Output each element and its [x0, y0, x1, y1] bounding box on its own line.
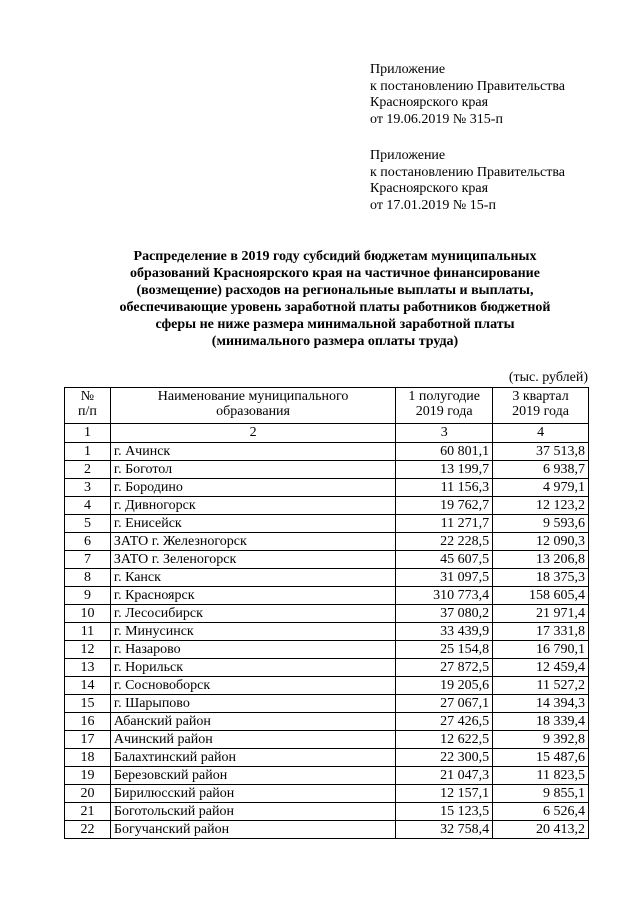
municipality-name-cell: г. Бородино: [110, 479, 395, 497]
row-number-cell: 21: [65, 803, 111, 821]
table-row: [65, 713, 589, 731]
third-quarter-amount-cell: 20 413,2: [493, 821, 589, 839]
third-quarter-amount-cell: 11 823,5: [493, 767, 589, 785]
table-header-row: [65, 388, 589, 424]
header-third-quarter: [493, 388, 589, 424]
appendix-1-line-2: к постановлению Правительства: [370, 78, 566, 94]
first-half-amount-cell: 11 156,3: [396, 479, 493, 497]
municipality-name-cell: г. Дивногорск: [110, 497, 395, 515]
title-line-5: сферы не ниже размера минимальной заработной платы: [155, 317, 515, 332]
column-number: 2: [110, 424, 395, 443]
header-name-line-1: Наименование муниципального: [157, 389, 349, 404]
header-num-line-1: №: [80, 389, 95, 404]
column-number: 3: [396, 424, 493, 443]
table-row: [65, 497, 589, 515]
table-body: [65, 443, 589, 839]
first-half-amount-cell: 19 762,7: [396, 497, 493, 515]
row-number-cell: 17: [65, 731, 111, 749]
appendix-1-line-3: Красноярского края: [370, 95, 489, 110]
third-quarter-amount-cell: 4 979,1: [493, 479, 589, 497]
table-row: [65, 821, 589, 839]
row-number-cell: 4: [65, 497, 111, 515]
first-half-amount-cell: 12 622,5: [396, 731, 493, 749]
appendix-1-line-4: от 19.06.2019 № 315-п: [370, 111, 503, 127]
row-number-cell: 16: [65, 713, 111, 731]
table-row: [65, 587, 589, 605]
municipality-name-cell: г. Сосновоборск: [110, 677, 395, 695]
header-third-quarter-line-2: 2019 года: [512, 404, 569, 419]
municipality-name-cell: г. Минусинск: [110, 623, 395, 641]
third-quarter-amount-cell: 6 526,4: [493, 803, 589, 821]
third-quarter-amount-cell: 6 938,7: [493, 461, 589, 479]
table-row: [65, 623, 589, 641]
third-quarter-amount-cell: 158 605,4: [493, 587, 589, 605]
row-number-cell: 8: [65, 569, 111, 587]
row-number-cell: 18: [65, 749, 111, 767]
municipality-name-cell: Бирилюсский район: [110, 785, 395, 803]
first-half-amount-cell: 37 080,2: [396, 605, 493, 623]
third-quarter-amount-cell: 12 090,3: [493, 533, 589, 551]
appendix-1-line-1: Приложение: [370, 62, 446, 77]
title-line-2: образований Красноярского края на частичное финансирование: [130, 266, 540, 281]
row-number-cell: 1: [65, 443, 111, 461]
row-number-cell: 20: [65, 785, 111, 803]
title-line-1: Распределение в 2019 году субсидий бюджетам муниципальных: [133, 249, 537, 264]
first-half-amount-cell: 22 228,5: [396, 533, 493, 551]
column-number-row: [65, 424, 589, 443]
first-half-amount-cell: 25 154,8: [396, 641, 493, 659]
row-number-cell: 12: [65, 641, 111, 659]
table-row: [65, 767, 589, 785]
municipality-name-cell: Абанский район: [110, 713, 395, 731]
third-quarter-amount-cell: 17 331,8: [493, 623, 589, 641]
third-quarter-amount-cell: 15 487,6: [493, 749, 589, 767]
third-quarter-amount-cell: 9 855,1: [493, 785, 589, 803]
row-number-cell: 10: [65, 605, 111, 623]
municipality-name-cell: г. Красноярск: [110, 587, 395, 605]
municipality-name-cell: г. Канск: [110, 569, 395, 587]
municipality-name-cell: г. Назарово: [110, 641, 395, 659]
table-row: [65, 731, 589, 749]
municipality-name-cell: ЗАТО г. Железногорск: [110, 533, 395, 551]
first-half-amount-cell: 310 773,4: [396, 587, 493, 605]
first-half-amount-cell: 27 426,5: [396, 713, 493, 731]
first-half-amount-cell: 32 758,4: [396, 821, 493, 839]
first-half-amount-cell: 19 205,6: [396, 677, 493, 695]
municipality-name-cell: Балахтинский район: [110, 749, 395, 767]
third-quarter-amount-cell: 13 206,8: [493, 551, 589, 569]
header-third-quarter-line-1: 3 квартал: [512, 389, 569, 404]
third-quarter-amount-cell: 37 513,8: [493, 443, 589, 461]
document-title: [70, 248, 600, 350]
municipality-name-cell: г. Лесосибирск: [110, 605, 395, 623]
municipality-name-cell: г. Шарыпово: [110, 695, 395, 713]
header-name-line-2: образования: [216, 404, 290, 419]
row-number-cell: 15: [65, 695, 111, 713]
header-name: [110, 388, 395, 424]
units-note: (тыс. рублей): [508, 370, 588, 385]
row-number-cell: 2: [65, 461, 111, 479]
column-number: 1: [65, 424, 111, 443]
municipality-name-cell: Березовский район: [110, 767, 395, 785]
first-half-amount-cell: 33 439,9: [396, 623, 493, 641]
first-half-amount-cell: 27 872,5: [396, 659, 493, 677]
table-row: [65, 659, 589, 677]
appendix-2-line-3: Красноярского края: [370, 181, 489, 196]
third-quarter-amount-cell: 11 527,2: [493, 677, 589, 695]
row-number-cell: 3: [65, 479, 111, 497]
table-row: [65, 533, 589, 551]
municipality-name-cell: Боготольский район: [110, 803, 395, 821]
row-number-cell: 13: [65, 659, 111, 677]
table-row: [65, 569, 589, 587]
municipality-name-cell: г. Норильск: [110, 659, 395, 677]
municipality-name-cell: Ачинский район: [110, 731, 395, 749]
appendix-note-1: [370, 62, 565, 128]
header-first-half-line-2: 2019 года: [415, 404, 473, 419]
first-half-amount-cell: 22 300,5: [396, 749, 493, 767]
municipality-name-cell: ЗАТО г. Зеленогорск: [110, 551, 395, 569]
third-quarter-amount-cell: 18 375,3: [493, 569, 589, 587]
third-quarter-amount-cell: 14 394,3: [493, 695, 589, 713]
row-number-cell: 22: [65, 821, 111, 839]
third-quarter-amount-cell: 9 593,6: [493, 515, 589, 533]
third-quarter-amount-cell: 18 339,4: [493, 713, 589, 731]
first-half-amount-cell: 31 097,5: [396, 569, 493, 587]
row-number-cell: 7: [65, 551, 111, 569]
appendix-note-2: [370, 148, 565, 214]
row-number-cell: 19: [65, 767, 111, 785]
title-line-6: (минимального размера оплаты труда): [211, 334, 459, 349]
first-half-amount-cell: 12 157,1: [396, 785, 493, 803]
row-number-cell: 6: [65, 533, 111, 551]
table-row: [65, 443, 589, 461]
appendix-2-line-2: к постановлению Правительства: [370, 164, 566, 180]
first-half-amount-cell: 15 123,5: [396, 803, 493, 821]
table-row: [65, 785, 589, 803]
appendix-2-line-1: Приложение: [370, 148, 446, 163]
first-half-amount-cell: 21 047,3: [396, 767, 493, 785]
table-row: [65, 479, 589, 497]
table-row: [65, 803, 589, 821]
table-row: [65, 461, 589, 479]
header-num-line-2: п/п: [78, 404, 97, 419]
first-half-amount-cell: 11 271,7: [396, 515, 493, 533]
municipality-name-cell: г. Боготол: [110, 461, 395, 479]
table-row: [65, 551, 589, 569]
municipality-name-cell: Богучанский район: [110, 821, 395, 839]
municipality-name-cell: г. Ачинск: [110, 443, 395, 461]
third-quarter-amount-cell: 12 459,4: [493, 659, 589, 677]
third-quarter-amount-cell: 12 123,2: [493, 497, 589, 515]
row-number-cell: 14: [65, 677, 111, 695]
table-row: [65, 605, 589, 623]
title-line-3: (возмещение) расходов на региональные выплаты и выплаты,: [136, 283, 534, 298]
header-first-half-line-1: 1 полугодие: [408, 389, 480, 404]
table-row: [65, 677, 589, 695]
table-row: [65, 749, 589, 767]
column-number: 4: [493, 424, 589, 443]
third-quarter-amount-cell: 16 790,1: [493, 641, 589, 659]
row-number-cell: 11: [65, 623, 111, 641]
first-half-amount-cell: 27 067,1: [396, 695, 493, 713]
first-half-amount-cell: 13 199,7: [396, 461, 493, 479]
third-quarter-amount-cell: 21 971,4: [493, 605, 589, 623]
third-quarter-amount-cell: 9 392,8: [493, 731, 589, 749]
table-row: [65, 641, 589, 659]
row-number-cell: 9: [65, 587, 111, 605]
table-row: [65, 695, 589, 713]
title-line-4: обеспечивающие уровень заработной платы работников бюджетной: [119, 300, 551, 315]
municipality-name-cell: г. Енисейск: [110, 515, 395, 533]
header-first-half: [396, 388, 493, 424]
header-num: [65, 388, 111, 424]
first-half-amount-cell: 45 607,5: [396, 551, 493, 569]
first-half-amount-cell: 60 801,1: [396, 443, 493, 461]
subsidy-table: [64, 387, 589, 839]
row-number-cell: 5: [65, 515, 111, 533]
appendix-2-line-4: от 17.01.2019 № 15-п: [370, 197, 496, 213]
table-row: [65, 515, 589, 533]
